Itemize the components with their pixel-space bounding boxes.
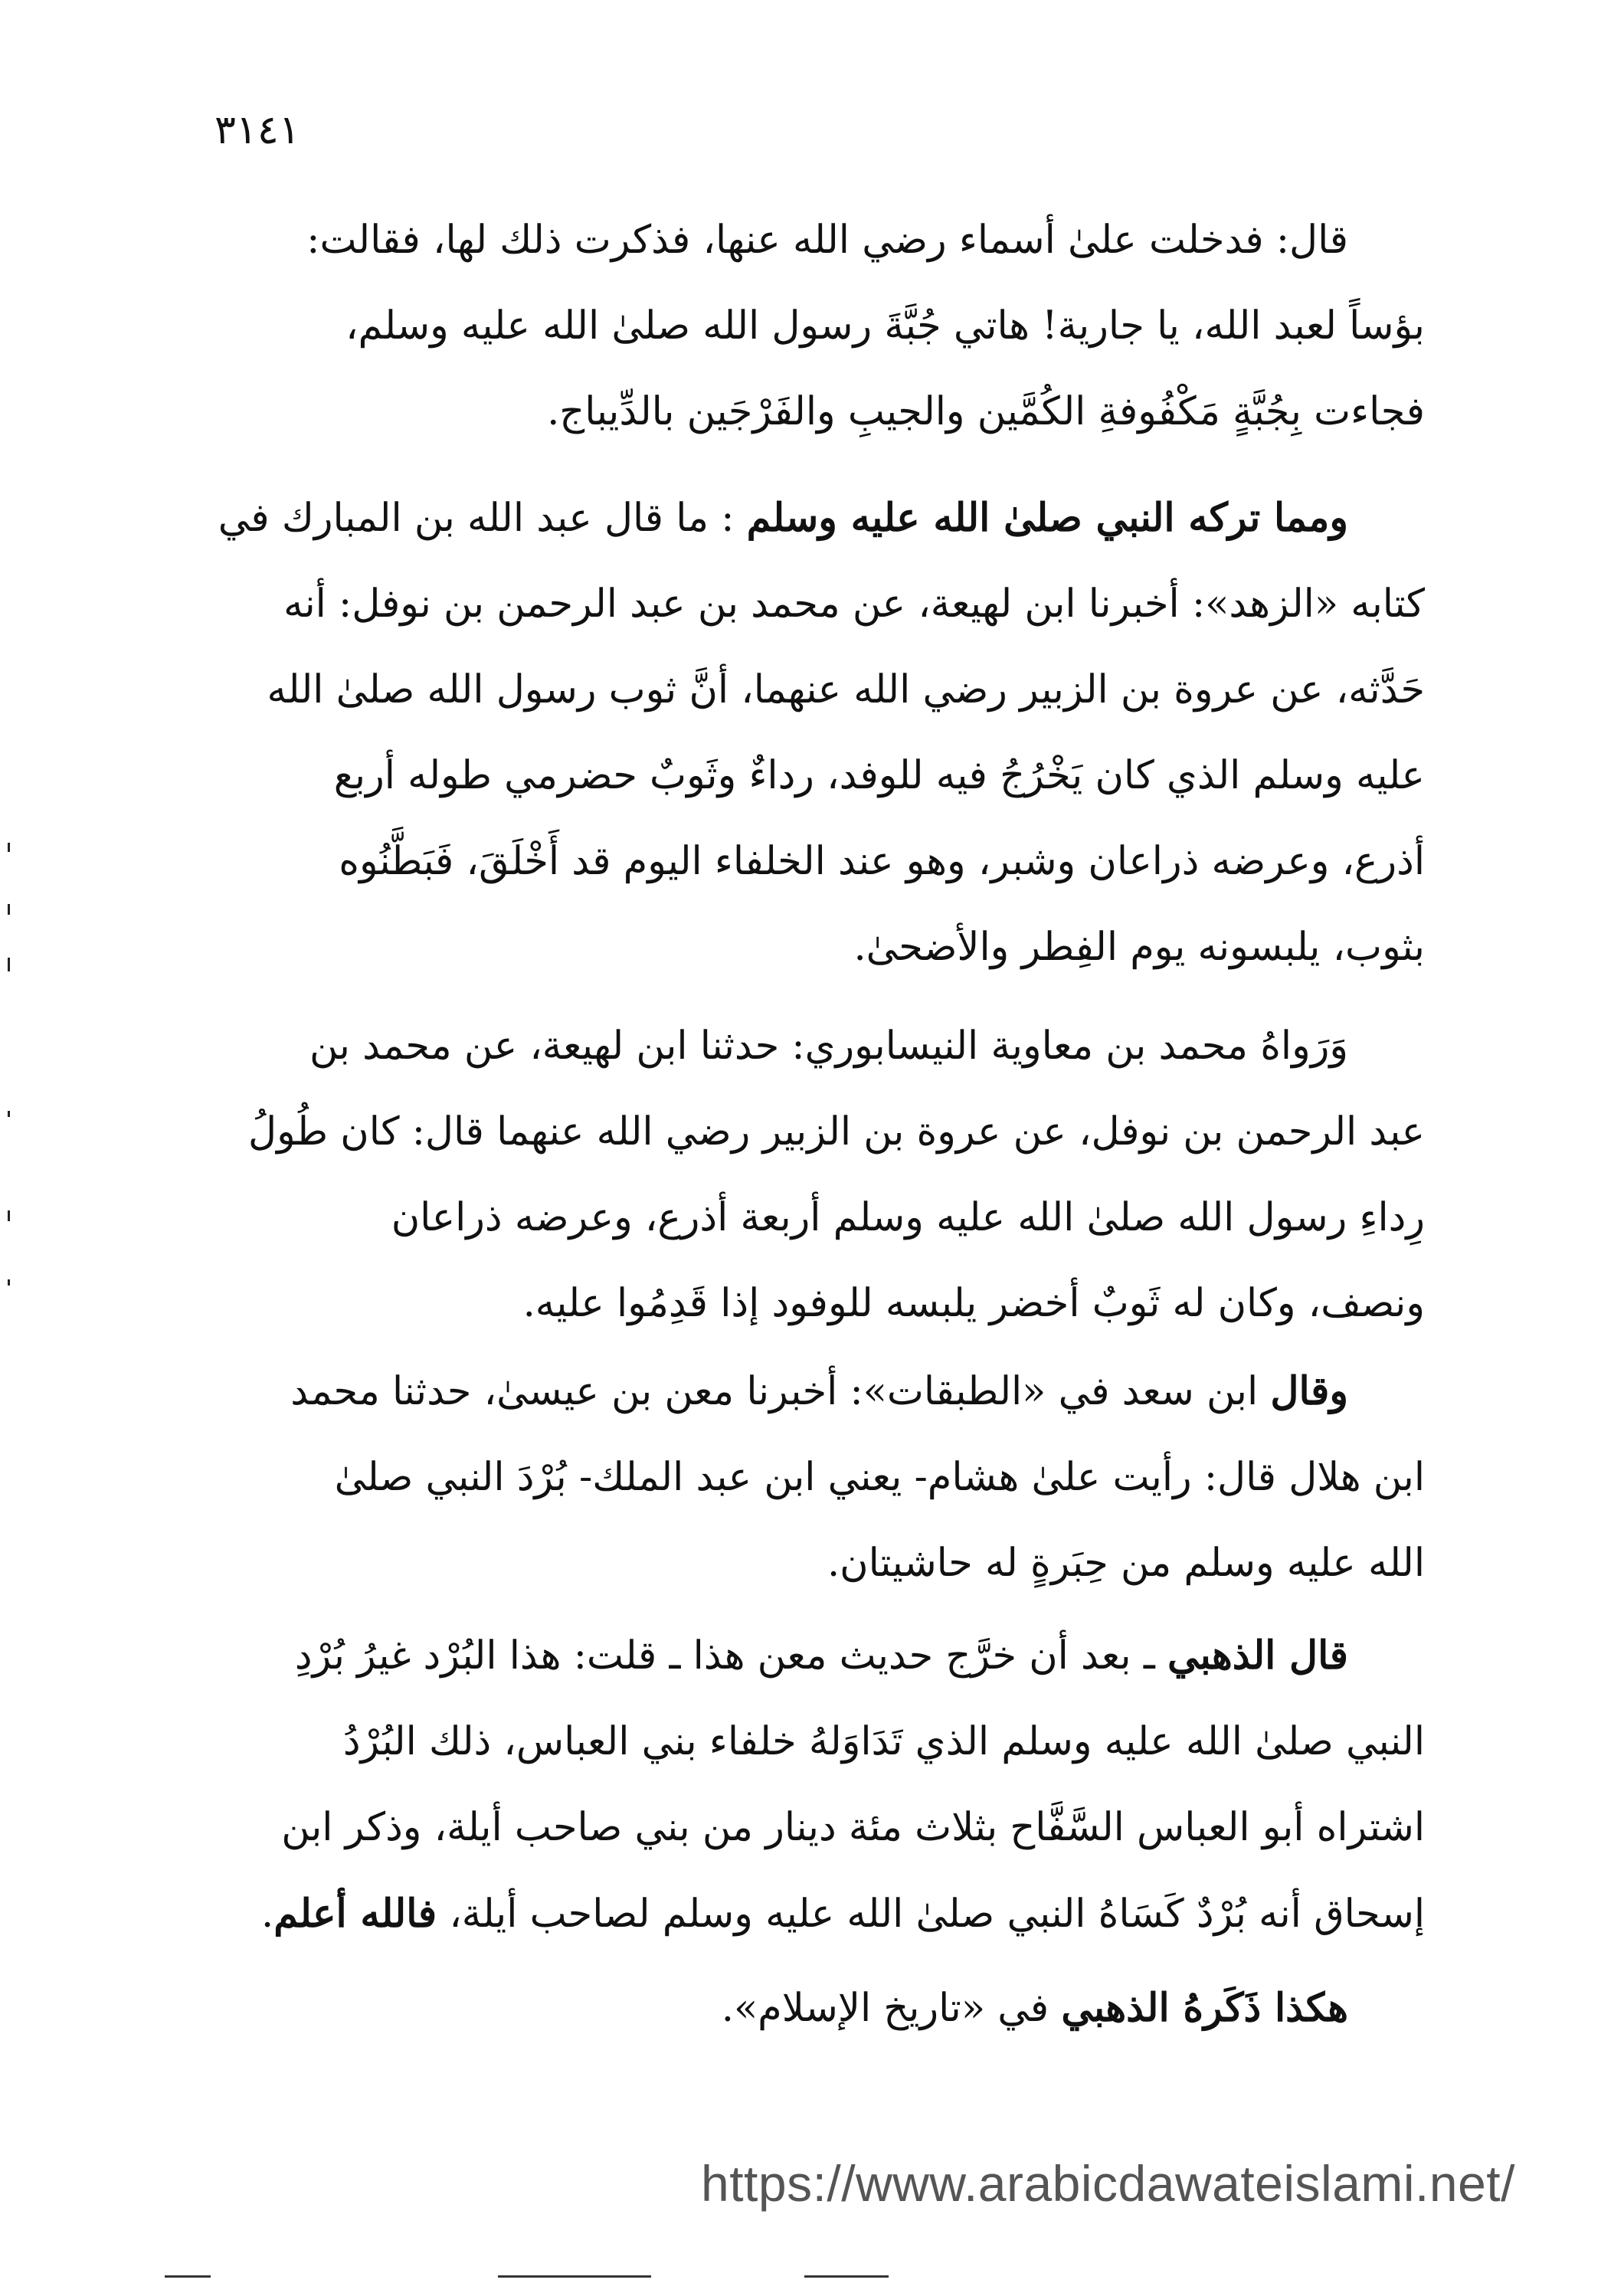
scan-edge-mark: [8, 843, 10, 852]
text-fragment: إسحاق أنه بُرْدٌ كَسَاهُ النبي صلىٰ الله عليه وسلم لصاحب أيلة،: [449, 1892, 1425, 1937]
text-line: بثوب، يلبسونه يوم الفِطر والأضحىٰ.: [853, 925, 1425, 970]
text-line: أذرع، وعرضه ذراعان وشبر، وهو عند الخلفاء اليوم قد أَخْلَقَ، فَبَطَّنُوه: [339, 839, 1425, 884]
text-line: عليه وسلم الذي كان يَخْرُجُ فيه للوفد، رداءٌ وثَوبٌ حضرمي طوله أربع: [333, 753, 1425, 798]
text-line: ونصف، وكان له ثَوبٌ أخضر يلبسه للوفود إذا قَدِمُوا عليه.: [522, 1281, 1425, 1326]
text-line: الله عليه وسلم من حِبَرةٍ له حاشيتان.: [827, 1541, 1425, 1586]
text-fragment: ابن سعد في «الطبقات»: أخبرنا معن بن عيسىٰ، حدثنا محمد: [290, 1369, 1259, 1414]
paragraph-1: [207, 198, 1425, 455]
text-line: [207, 1613, 1425, 1699]
paragraph-6: [207, 1965, 1425, 2052]
scan-edge-mark: [8, 904, 10, 915]
text-line: فجاءت بِجُبَّةٍ مَكْفُوفةِ الكُمَّين والجيبِ والفَرْجَين بالدِّيباج.: [547, 389, 1425, 434]
website-watermark: https://www.arabicdawateislami.net/: [701, 2155, 1515, 2212]
scan-bottom-mark: [804, 2275, 889, 2278]
paragraph-lead: ومما تركه النبي صلىٰ الله عليه وسلم: [746, 495, 1348, 541]
scan-edge-mark: [8, 1111, 10, 1117]
paragraph-4: [207, 1348, 1425, 1607]
paragraph-2: [207, 475, 1425, 991]
scan-bottom-mark: [165, 2275, 211, 2278]
paragraph-3: [207, 1004, 1425, 1347]
closing-phrase: فالله أعلم: [273, 1891, 437, 1937]
text-fragment: : ما قال عبد الله بن المبارك في: [218, 496, 735, 541]
text-line: [207, 475, 1425, 562]
text-line: كتابه «الزهد»: أخبرنا ابن لهيعة، عن محمد بن عبد الرحمن بن نوفل: أنه: [283, 581, 1425, 627]
paragraph-lead: وقال: [1270, 1368, 1348, 1414]
scan-edge-mark: [8, 1279, 10, 1286]
text-line: النبي صلىٰ الله عليه وسلم الذي تَدَاوَلهُ خلفاء بني العباس، ذلك البُرْدُ: [342, 1719, 1425, 1764]
text-fragment: ـ بعد أن خرَّج حديث معن هذا ـ قلت: هذا البُرْد غيرُ بُرْدِ: [294, 1633, 1155, 1679]
text-line: حَدَّثه، عن عروة بن الزبير رضي الله عنهما، أنَّ ثوب رسول الله صلىٰ الله: [267, 667, 1425, 712]
scan-edge-mark: [8, 1210, 10, 1221]
paragraph-5: [207, 1613, 1425, 1957]
text-line: رِداءِ رسول الله صلىٰ الله عليه وسلم أربعة أذرع، وعرضه ذراعان: [391, 1195, 1425, 1240]
paragraph-lead: قال الذهبي: [1167, 1633, 1348, 1679]
scan-edge-mark: [8, 958, 10, 971]
text-line: بؤساً لعبد الله، يا جارية! هاتي جُبَّةَ رسول الله صلىٰ الله عليه وسلم،: [345, 303, 1425, 349]
page-number: ٣١٤١: [214, 107, 300, 153]
text-line: [207, 1965, 1425, 2052]
text-fragment: في «تاريخ الإسلام».: [721, 1986, 1049, 2031]
text-line: ابن هلال قال: رأيت علىٰ هشام- يعني ابن عبد الملك- بُرْدَ النبي صلىٰ: [334, 1455, 1425, 1500]
text-line: اشتراه أبو العباس السَّفَّاح بثلاث مئة دينار من بني صاحب أيلة، وذكر ابن: [281, 1805, 1425, 1850]
text-line: عبد الرحمن بن نوفل، عن عروة بن الزبير رضي الله عنهما قال: كان طُولُ: [248, 1109, 1425, 1155]
text-line: قال: فدخلت علىٰ أسماء رضي الله عنها، فذكرت ذلك لها، فقالت:: [306, 218, 1348, 263]
paragraph-lead: هكذا ذَكَرهُ الذهبي: [1061, 1985, 1348, 2031]
text-line: إسحاق أنه بُرْدٌ كَسَاهُ النبي صلىٰ الله عليه وسلم لصاحب أيلة، فالله أعلم.: [261, 1891, 1425, 1937]
text-line: [207, 1348, 1425, 1435]
text-line: وَرَواهُ محمد بن معاوية النيسابوري: حدثنا ابن لهيعة، عن محمد بن: [309, 1024, 1348, 1069]
scan-bottom-mark: [498, 2275, 651, 2278]
